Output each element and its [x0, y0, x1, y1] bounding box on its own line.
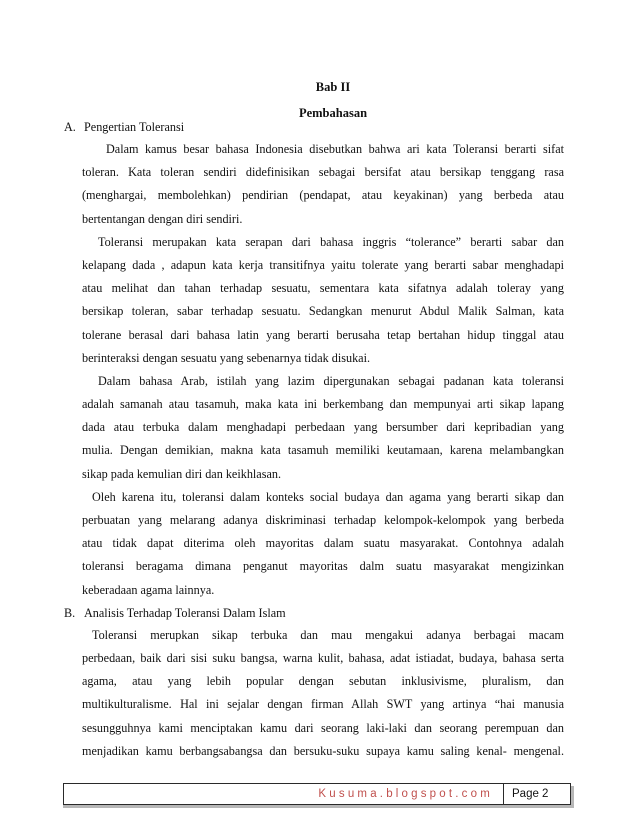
text-line: bertentangan dengan diri sendiri.: [82, 211, 243, 226]
text-line: sikap pada kemulian diri dan keikhlasan.: [82, 466, 282, 481]
footer-shadow-side: [571, 786, 574, 808]
section-a-heading: [64, 116, 564, 138]
body-content: [64, 116, 564, 763]
text-line: keberadaan agama lainnya.: [82, 582, 215, 597]
section-b-title: Analisis Terhadap Toleransi Dalam Islam: [84, 605, 286, 620]
footer-page-number: Page 2: [512, 788, 549, 800]
chapter-title: Bab II: [315, 80, 351, 94]
text-line: Dalam bahasa Arab, istilah yang lazim dipergunakan sebagai padanan kata toleransi: [98, 373, 564, 388]
page-footer: [63, 783, 571, 805]
text-line: Dalam kamus besar bahasa Indonesia disebutkan bahwa ari kata Toleransi berarti sifat: [106, 142, 564, 156]
text-line: multikulturalisme. Hal ini sejalar dengan firman Allah SWT yang artinya “hai manusia: [82, 697, 564, 712]
text-line: Toleransi merupakan kata serapan dari bahasa inggris “tolerance” berarti sabar dan: [98, 234, 564, 249]
text-line: tolerane berasal dari bahasa latin yang berarti berusaha tetap bertahan hidup tinggal atau: [82, 327, 564, 342]
text-line: kelapang dada , adapun kata kerja transitifnya yaitu tolerate yang berarti sabar menghadapi: [82, 257, 564, 272]
text-line: bersikap toleran, sabar terhadap sesuatu. Sedangkan menurut Abdul Malik Salman, kata: [82, 304, 564, 319]
section-b-marker: B.: [64, 605, 76, 620]
text-line: berinteraksi dengan sesuatu yang sebenarnya tidak disukai.: [82, 350, 371, 365]
page-title: Pembahasan: [298, 106, 368, 120]
text-line: mulia. Dengan demikian, makna kata tasamuh memiliki keutamaan, karena melambangkan: [82, 443, 564, 458]
text-line: perbedaan, baik dari sisi suku bangsa, warna kulit, bahasa, adat istiadat, budaya, bahasa serta: [82, 650, 564, 665]
text-line: Toleransi merupkan sikap terbuka dan mau mengakui adanya berbagai macam: [92, 627, 564, 642]
text-line: adalah samanah atau tasamuh, maka kata ini berkembang dan mempunyai arti sikap lapang: [82, 397, 564, 412]
section-a-marker: A.: [64, 120, 76, 134]
text-line: toleran. Kata toleran sendiri didefinisikan sebagai bersifat atau bersikap tenggang rasa: [82, 165, 564, 180]
text-line: atau tidak dapat diterima oleh mayoritas dalam suatu masyarakat. Contohnya adalah: [82, 536, 564, 551]
section-a-title: Pengertian Toleransi: [84, 120, 185, 134]
text-line: (menghargai, membolehkan) pendirian (pendapat, atau keyakinan) yang berbeda atau: [82, 188, 564, 203]
text-line: perbuatan yang melarang adanya diskriminasi terhadap kelompok-kelompok yang berbeda: [82, 513, 564, 527]
text-line: sesungguhnya kami menciptakan kamu dari seorang laki-laki dan seorang perempuan dan: [82, 720, 564, 735]
text-line: agama, atau yang lebih popular dengan sebutan inklusivisme, pluralism, dan: [82, 674, 564, 689]
footer-shadow: [63, 805, 571, 808]
text-line: atau melihat dan tahan terhadap sesuatu, sementara kata sifatnya adalah toleray yang: [82, 281, 564, 296]
text-line: menjadikan kamu berbangsabangsa dan bersuku-suku supaya kamu saling kenal- mengenal.: [82, 743, 564, 758]
section-b-heading: [64, 602, 564, 624]
text-line: toleransi beragama dimana penganut mayoritas dalm suatu masyarakat mengizinkan: [82, 559, 564, 574]
text-line: dada atau terbuka dalam menghadapi perbedaan yang bersumber dari kepribadian yang: [82, 420, 564, 435]
text-line: Oleh karena itu, toleransi dalam konteks social budaya dan agama yang berarti sikap dan: [92, 489, 564, 504]
footer-blog-name: Kusuma.blogspot.com: [64, 784, 504, 804]
